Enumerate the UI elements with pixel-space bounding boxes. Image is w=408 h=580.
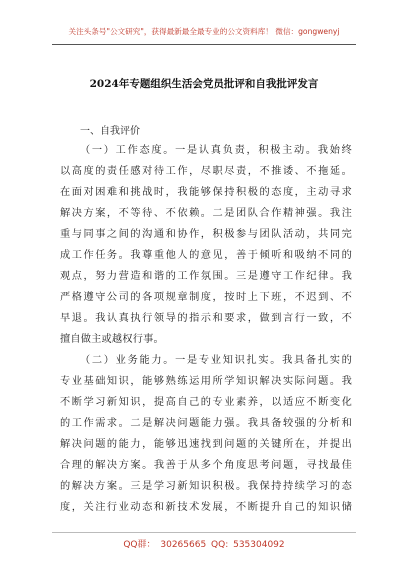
paragraph-line: 解决方案，不等待、不依赖。二是团队合作精神强。我注 xyxy=(60,208,352,219)
footer-divider xyxy=(52,532,356,533)
paragraph-line: 的解决方案。三是学习新知识积极。我保持持续学习的态 xyxy=(60,481,352,492)
footer-contact: QQ群： 30265665 QQ: 535304092 xyxy=(123,540,285,550)
paragraph-line: （一）工作态度。一是认真负责，积极主动。我始终 xyxy=(80,145,352,156)
paragraph-line: 成工作任务。我尊重他人的意见，善于倾听和吸纳不同的 xyxy=(60,250,352,261)
paragraph-line: 观点，努力营造和谐的工作氛围。三是遵守工作纪律。我 xyxy=(60,271,352,282)
paragraph-line: 早退。我认真执行领导的指示和要求，做到言行一致，不 xyxy=(60,313,352,324)
paragraph-line: 擅自做主或越权行事。 xyxy=(60,334,164,345)
paragraph-line: 度，关注行业动态和新技术发展，不断提升自己的知识储 xyxy=(60,502,352,513)
header-divider xyxy=(52,44,356,45)
paragraph-line: 严格遵守公司的各项规章制度，按时上下班，不迟到、不 xyxy=(60,292,352,303)
paragraph-line: 解决问题的能力，能够迅速找到问题的关键所在，并提出 xyxy=(60,439,352,450)
paragraph-line: 合理的解决方案。我善于从多个角度思考问题，寻找最佳 xyxy=(60,460,352,471)
paragraph-line: （二）业务能力。一是专业知识扎实。我具备扎实的 xyxy=(80,355,352,366)
header-banner: 关注头条号"公文研究"，获得最新最全最专业的公文资料库！ 微信：gongwenyj xyxy=(68,27,340,36)
paragraph-line: 的工作需求。二是解决问题能力强。我具备较强的分析和 xyxy=(60,418,352,429)
document-title: 2024年专题组织生活会党员批评和自我批评发言 xyxy=(89,78,319,90)
paragraph-line: 重与同事之间的沟通和协作，积极参与团队活动，共同完 xyxy=(60,229,352,240)
paragraph-line: 在面对困难和挑战时，我能够保持积极的态度，主动寻求 xyxy=(60,187,352,198)
paragraph-line: 不断学习新知识，提高自己的专业素养，以适应不断变化 xyxy=(60,397,352,408)
paragraph-line: 以高度的责任感对待工作，尽职尽责，不推诿、不拖延。 xyxy=(60,166,352,177)
paragraph-line: 专业基础知识，能够熟练运用所学知识解决实际问题。我 xyxy=(60,376,352,387)
document-body xyxy=(60,140,352,518)
section-heading: 一、自我评价 xyxy=(80,126,140,137)
